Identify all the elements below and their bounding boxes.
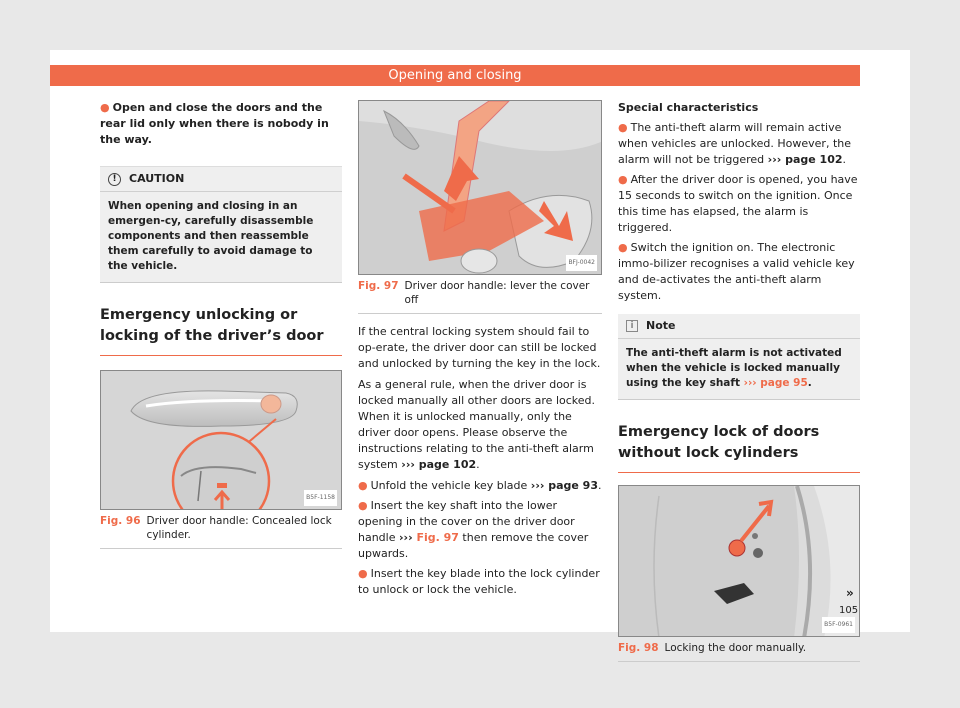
- note-header: [618, 314, 860, 339]
- continued-mark: »: [846, 586, 854, 600]
- special-characteristics-title: Special characteristics: [618, 101, 759, 114]
- note-box: [618, 314, 860, 400]
- column-2: [358, 100, 602, 602]
- figure-number: Fig. 96: [100, 515, 141, 527]
- special-ignition-on: ● Switch the ignition on. The electronic immo-bilizer recognises a valid vehicle key and de-activates the anti-theft alarm system.: [618, 241, 855, 302]
- section-title-emergency-lock: Emergency lock of doors without lock cylinders: [618, 422, 860, 473]
- figure-96-image: [100, 370, 342, 510]
- figure-id: B5F-0961: [822, 617, 855, 633]
- caption-text: Driver door handle: lever the cover off: [404, 280, 590, 306]
- figure-96-caption-area: [100, 510, 342, 549]
- bullet-icon: ●: [358, 567, 368, 580]
- figure-id: B5F-1158: [304, 490, 337, 506]
- caution-header: [100, 167, 342, 192]
- door-lock-illustration: [619, 486, 860, 637]
- bullet-icon: ●: [618, 173, 628, 186]
- figure-number: Fig. 98: [618, 642, 659, 654]
- column-3: [618, 100, 860, 662]
- page-link[interactable]: ››› page 102: [401, 458, 477, 471]
- figure-id: BFJ-0042: [566, 255, 597, 271]
- note-title: Note: [646, 319, 676, 332]
- page-link[interactable]: ››› page 93: [530, 479, 598, 492]
- page-number: 105: [839, 605, 859, 616]
- exclamation-circle-icon: !: [108, 173, 121, 186]
- chapter-header: Opening and closing: [50, 65, 860, 86]
- figure-link[interactable]: Fig. 97: [416, 531, 459, 544]
- special-alarm-active: ● The anti-theft alarm will remain active when vehicles are unlocked. However, the alarm will not be triggered ››› page 102.: [618, 121, 852, 166]
- paragraph-general-rule: As a general rule, when the driver door is locked manually all other doors are locked. When it is unlocked manually, only the driver door opens. Please observe the instructions relating to the anti-theft alarm system ››› page 102.: [358, 378, 596, 471]
- page-link[interactable]: ››› page 102: [767, 153, 843, 166]
- intro-bullet: ● Open and close the doors and the rear lid only when there is nobody in the way.: [100, 101, 329, 146]
- bullet-icon: ●: [618, 241, 628, 254]
- caption-text: Locking the door manually.: [664, 642, 807, 654]
- bullet-icon: ●: [358, 479, 368, 492]
- special-15-seconds: ● After the driver door is opened, you have 15 seconds to switch on the ignition. Once this time has elapsed, the alarm is triggered.: [618, 173, 858, 234]
- figure-97-image: [358, 100, 602, 275]
- paragraph-central-locking: If the central locking system should fail to op-erate, the driver door can still be locked and unlocked by turning the key in the lock.: [358, 325, 601, 370]
- bullet-icon: ●: [100, 101, 110, 114]
- caption-text: Driver door handle: Concealed lock cylinder.: [146, 515, 332, 541]
- figure-97-caption: [358, 275, 602, 313]
- step-insert-key-blade: ● Insert the key blade into the lock cylinder to unlock or lock the vehicle.: [358, 567, 600, 596]
- figure-98-image: [618, 485, 860, 637]
- caution-text: When opening and closing in an emergen-cy, carefully disassemble components and then reassemble them carefully to avoid damage to the vehicle.: [108, 200, 314, 272]
- door-handle-cover-illustration: [359, 101, 602, 275]
- figure-98-caption-area: [618, 637, 860, 662]
- bullet-icon: ●: [618, 121, 628, 134]
- caution-box: [100, 166, 342, 283]
- section-title-emergency-unlocking: Emergency unlocking or locking of the driver’s door: [100, 305, 342, 356]
- bullet-icon: ●: [358, 499, 368, 512]
- column-1: [100, 100, 342, 549]
- figure-link-arrows[interactable]: ›››: [399, 531, 417, 544]
- figure-97-caption-area: [358, 275, 602, 314]
- step-insert-key-shaft: ● Insert the key shaft into the lower opening in the cover on the driver door handle ››› Fig. 97 then remove the cover upwards.: [358, 499, 589, 560]
- note-text: The anti-theft alarm is not activated when the vehicle is locked manually using the key shaft ››› page 95.: [626, 347, 842, 389]
- figure-98-caption: [618, 637, 860, 661]
- figure-number: Fig. 97: [358, 280, 399, 292]
- figure-96-caption: [100, 510, 342, 548]
- page-link[interactable]: ››› page 95: [743, 377, 808, 389]
- caution-title: CAUTION: [129, 172, 185, 185]
- info-icon: i: [626, 320, 638, 332]
- step-unfold-key: ● Unfold the vehicle key blade ››› page 93.: [358, 479, 602, 492]
